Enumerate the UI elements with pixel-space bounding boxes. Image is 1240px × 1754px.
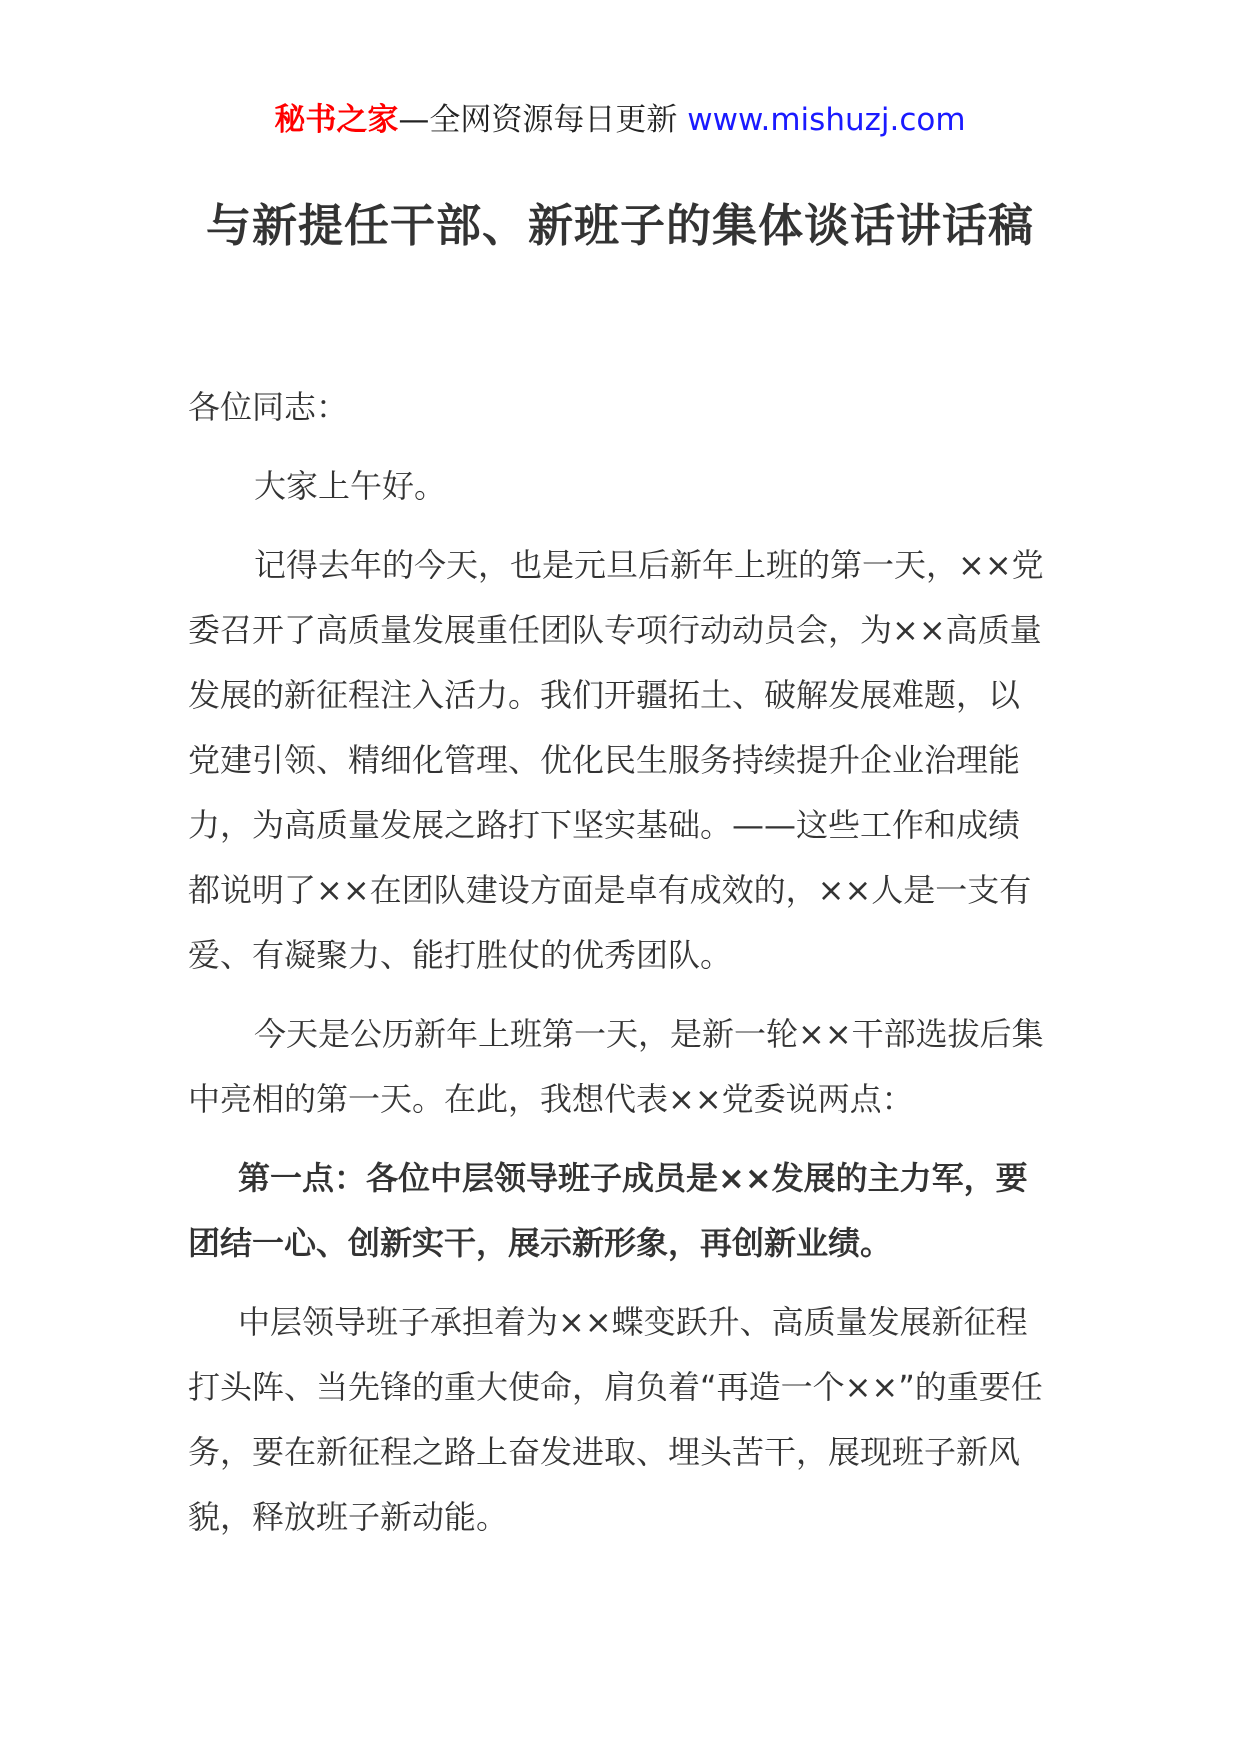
site-header [0, 100, 1240, 140]
paragraph-today: 今天是公历新年上班第一天，是新一轮××干部选拔后集中亮相的第一天。在此，我想代表××党委说两点： [188, 1015, 1044, 1118]
brand-name: 秘书之家 [274, 102, 399, 138]
document-body [188, 375, 1048, 1564]
point-one-heading: 第一点：各位中层领导班子成员是××发展的主力军，要团结一心、创新实干，展示新形象，再创新业绩。 [188, 1159, 1028, 1262]
salutation: 各位同志： [188, 388, 349, 426]
paragraph-review: 记得去年的今天，也是元旦后新年上班的第一天，××党委召开了高质量发展重任团队专项行动动员会，为××高质量发展的新征程注入活力。我们开疆拓土、破解发展难题，以党建引领、精细化管理、优化民生服务持续提升企业治理能力，为高质量发展之路打下坚实基础。——这些工作和成绩都说明了××在团队建设方面是卓有成效的，××人是一支有爱、有凝聚力、能打胜仗的优秀团队。 [188, 546, 1044, 974]
document-title: 与新提任干部、新班子的集体谈话讲话稿 [205, 199, 1034, 252]
header-slogan: —全网资源每日更新 [398, 102, 688, 138]
site-url-link[interactable]: www.mishuzj.com [687, 102, 966, 138]
point-one-body: 中层领导班子承担着为××蝶变跃升、高质量发展新征程打头阵、当先锋的重大使命，肩负着“再造一个××”的重要任务，要在新征程之路上奋发进取、埋头苦干，展现班子新风貌，释放班子新动能。 [188, 1303, 1043, 1536]
paragraph-greeting: 大家上午好。 [254, 467, 447, 505]
